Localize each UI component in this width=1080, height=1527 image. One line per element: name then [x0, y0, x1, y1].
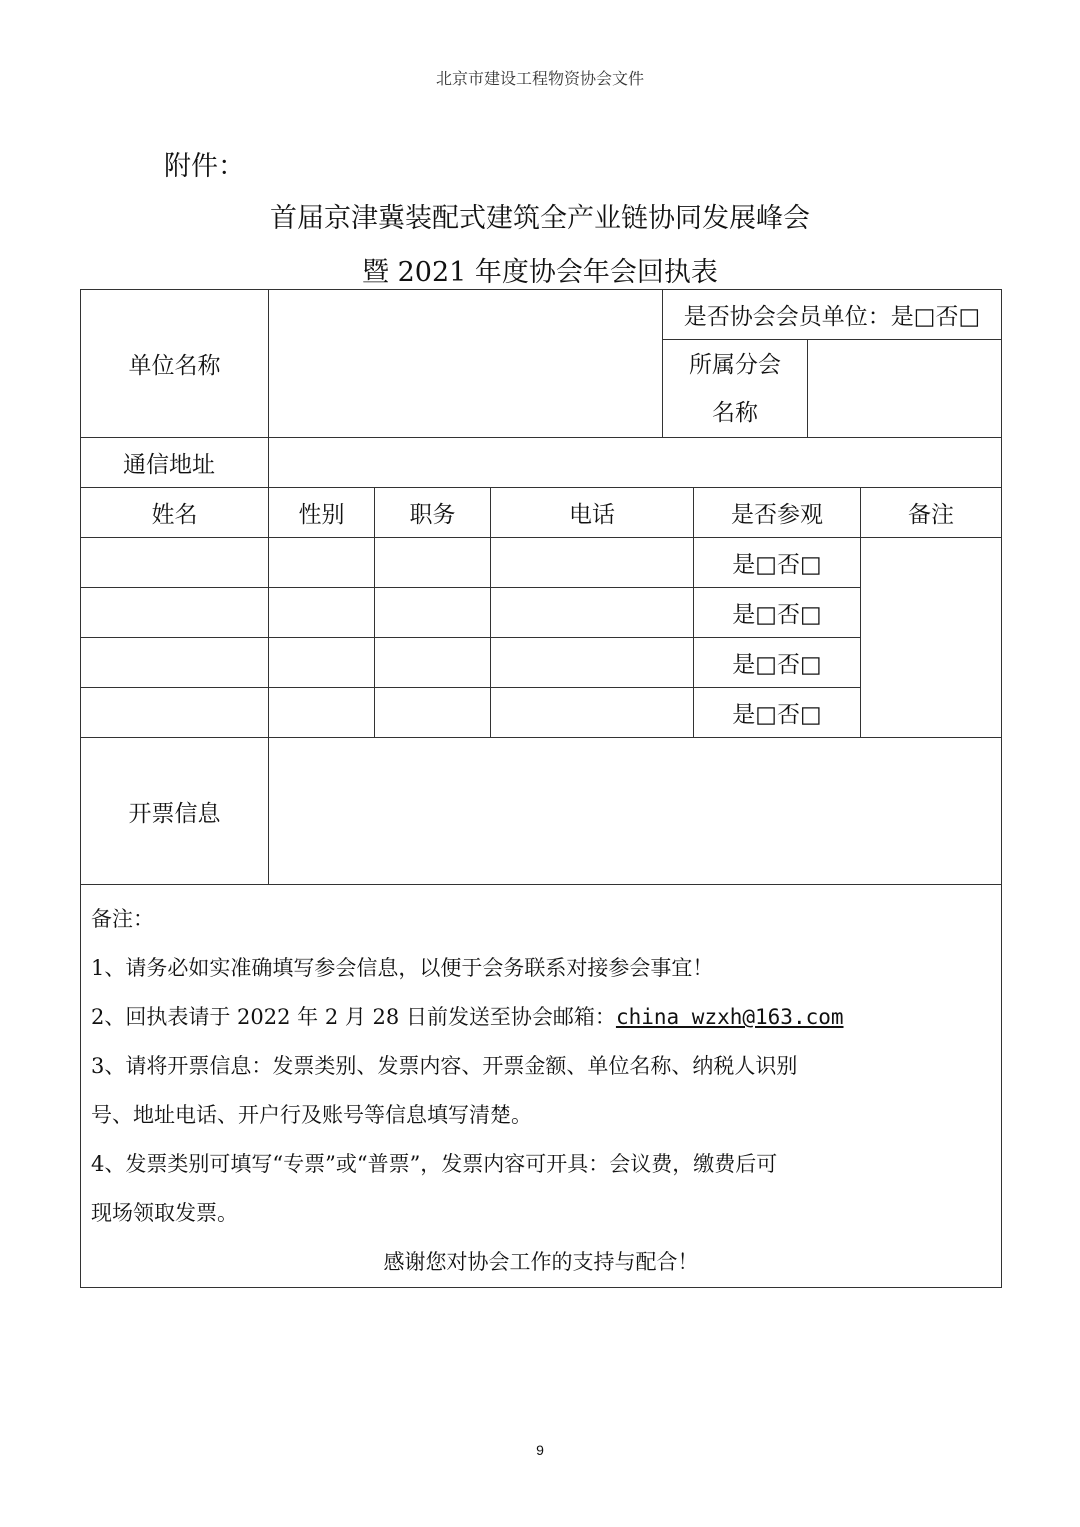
invoice-label: 开票信息 — [81, 738, 269, 885]
attendee-position-cell[interactable] — [375, 538, 491, 588]
notes-section — [81, 885, 1002, 1288]
address-field[interactable] — [269, 438, 1002, 488]
attendee-visit-option[interactable]: 是□否□ — [694, 538, 861, 588]
unit-name-field[interactable] — [269, 290, 663, 438]
form-title-line2: 暨 2021 年度协会年会回执表 — [362, 257, 718, 288]
thanks-line: 感谢您对协会工作的支持与配合！ — [383, 1250, 699, 1274]
note-item-3b: 号、地址电话、开户行及账号等信息填写清楚。 — [91, 1103, 532, 1127]
note-item-1: 1、请务必如实准确填写参会信息，以便于会务联系对接参会事宜！ — [91, 956, 714, 980]
branch-label-line1: 所属分会 — [689, 351, 781, 378]
attendee-name-cell[interactable] — [81, 588, 269, 638]
notes-heading: 备注： — [91, 907, 154, 931]
note-item-4a: 4、发票类别可填写“专票”或“普票”，发票内容可开具：会议费，缴费后可 — [91, 1152, 778, 1176]
attendee-position-cell[interactable] — [375, 638, 491, 688]
branch-label-line2: 名称 — [712, 399, 758, 426]
attendee-position-cell[interactable] — [375, 688, 491, 738]
note-item-3a: 3、请将开票信息：发票类别、发票内容、开票金额、单位名称、纳税人识别 — [91, 1054, 798, 1078]
attendee-visit-option[interactable]: 是□否□ — [694, 638, 861, 688]
document-header: 北京市建设工程物资协会文件 — [435, 69, 644, 88]
attendee-gender-cell[interactable] — [269, 638, 375, 688]
note-item-2-text: 2、回执表请于 2022 年 2 月 28 日前发送至协会邮箱： — [91, 1005, 616, 1029]
branch-name-label — [663, 340, 808, 438]
column-header-remarks: 备注 — [861, 488, 1002, 538]
receipt-form-table — [80, 289, 1002, 1288]
attendee-row — [81, 538, 1002, 588]
attendee-phone-cell[interactable] — [491, 638, 694, 688]
member-question[interactable]: 是否协会会员单位：是□否□ — [663, 290, 1002, 340]
attendee-gender-cell[interactable] — [269, 538, 375, 588]
column-header-gender: 性别 — [269, 488, 375, 538]
address-label: 通信地址 — [81, 438, 269, 488]
attendee-visit-option[interactable]: 是□否□ — [694, 588, 861, 638]
email-link[interactable]: china wzxh@163.com — [615, 1005, 844, 1029]
attendee-visit-option[interactable]: 是□否□ — [694, 688, 861, 738]
attendee-name-cell[interactable] — [81, 538, 269, 588]
attendee-gender-cell[interactable] — [269, 588, 375, 638]
column-header-position: 职务 — [375, 488, 491, 538]
invoice-field[interactable] — [269, 738, 1002, 885]
branch-name-field[interactable] — [808, 340, 1002, 438]
form-title-line1: 首届京津冀装配式建筑全产业链协同发展峰会 — [270, 203, 810, 234]
column-header-visit: 是否参观 — [694, 488, 861, 538]
attendee-name-cell[interactable] — [81, 638, 269, 688]
note-item-2 — [91, 993, 991, 1042]
attendee-name-cell[interactable] — [81, 688, 269, 738]
attendee-gender-cell[interactable] — [269, 688, 375, 738]
note-item-4b: 现场领取发票。 — [91, 1201, 238, 1225]
attendee-remarks-cell[interactable] — [861, 538, 1002, 738]
column-header-phone: 电话 — [491, 488, 694, 538]
attachment-label: 附件： — [164, 151, 245, 182]
attendee-phone-cell[interactable] — [491, 688, 694, 738]
column-header-name: 姓名 — [81, 488, 269, 538]
unit-name-label: 单位名称 — [81, 290, 269, 438]
page-number: 9 — [536, 1442, 544, 1458]
attendee-phone-cell[interactable] — [491, 588, 694, 638]
attendee-position-cell[interactable] — [375, 588, 491, 638]
attendee-phone-cell[interactable] — [491, 538, 694, 588]
